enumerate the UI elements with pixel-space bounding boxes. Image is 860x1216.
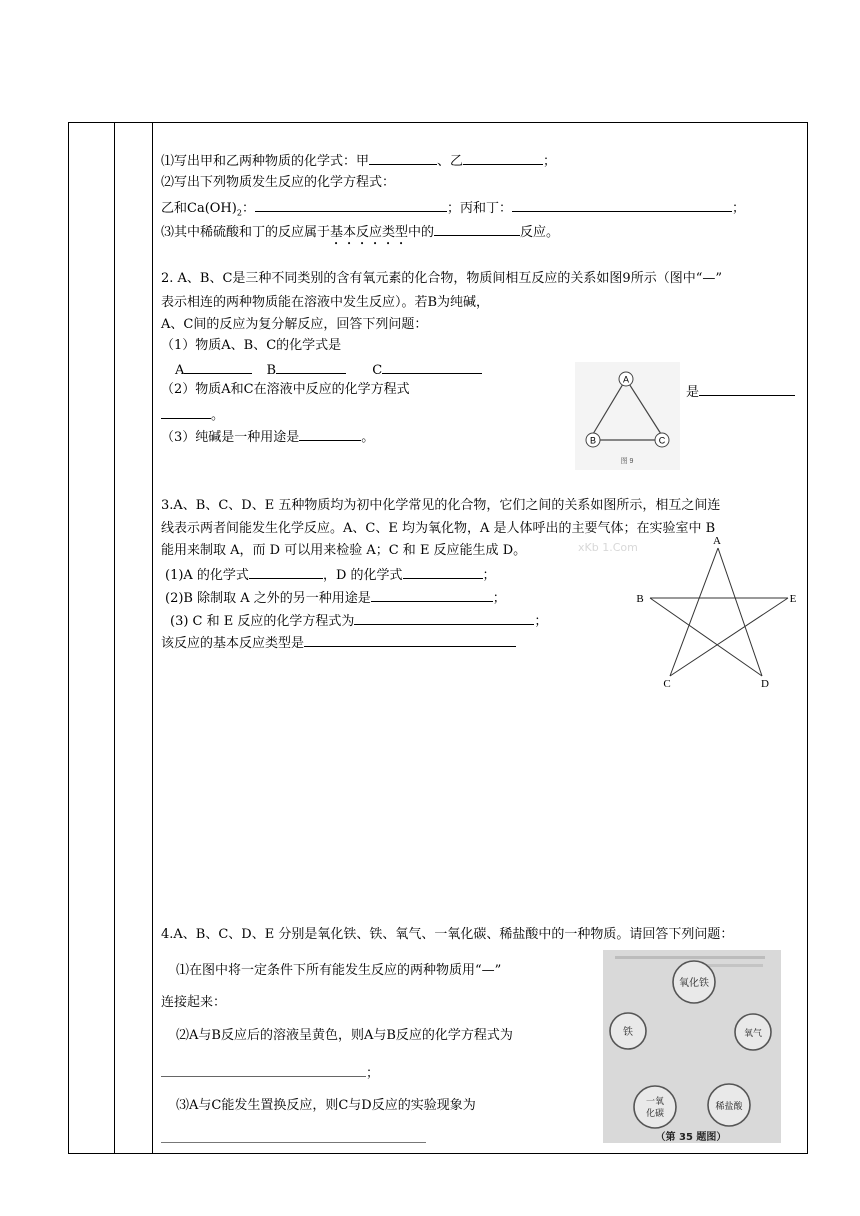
q3-text: ，D 的化学式 <box>322 568 403 583</box>
q3-text: (3) C 和 E 反应的化学方程式为 <box>170 614 355 629</box>
q3-text: (1)A 的化学式 <box>165 568 249 583</box>
figure-35-drawing <box>603 950 781 1143</box>
q1-text: 中的 <box>408 225 435 240</box>
q1-text: ⑶其中稀硫酸和丁的反应属于 <box>161 225 331 240</box>
column-divider <box>114 122 115 1154</box>
q4-sub-3-cont <box>161 1128 426 1149</box>
substance-label: 氧气 <box>743 1029 763 1039</box>
answer-blank[interactable] <box>434 221 520 236</box>
q3-text: (2)B 除制取 A 之外的另一种用途是 <box>165 591 371 606</box>
substance-label: 化碳 <box>645 1109 665 1119</box>
substance-label: 氧化铁 <box>679 978 709 989</box>
q3-paragraph: 线表示两者间能发生化学反应。A、C、E 均为氧化物，A 是人体呼出的主要气体；在实验室中 B <box>161 521 716 536</box>
q2-sub-3 <box>161 426 374 447</box>
figure-caption: 图 9 <box>620 458 634 465</box>
q1-line-3 <box>161 197 745 223</box>
q4-sub-3: ⑶A与C能发生置换反应，则C与D反应的实验现象为 <box>176 1098 476 1113</box>
q1-text: 反应。 <box>520 225 560 240</box>
q3-text: ； <box>482 568 496 583</box>
q2-text: （3）纯碱是一种用途是 <box>161 430 300 445</box>
q1-text: ； <box>543 154 557 169</box>
substance-circle <box>634 1086 676 1128</box>
q3-paragraph: 3.A、B、C、D、E 五种物质均为初中化学常见的化合物，它们之间的关系如图所示，相互之间连 <box>161 498 721 513</box>
q3-text: 该反应的基本反应类型是 <box>161 636 305 651</box>
answer-blank[interactable] <box>512 197 732 212</box>
node-label: C <box>658 435 666 446</box>
q4-sub-2-cont <box>161 1062 379 1083</box>
q3-sub-2 <box>165 587 506 608</box>
reaction-line <box>670 548 718 676</box>
q4-text: ； <box>366 1066 380 1081</box>
answer-blank[interactable] <box>255 197 447 212</box>
node-label: C <box>663 678 671 690</box>
answer-blank[interactable] <box>369 150 437 165</box>
emphasized-text: 基本反应类型 <box>330 225 409 240</box>
q1-text: ； <box>731 201 745 216</box>
q2-text: 是 <box>686 385 700 400</box>
scan-artifact <box>615 956 765 959</box>
q3-sub-1 <box>165 564 496 585</box>
figure-9-triangle <box>575 362 680 470</box>
substance-label: 稀盐酸 <box>715 1102 743 1112</box>
q2-formula-row <box>175 359 482 380</box>
answer-blank[interactable] <box>299 426 361 441</box>
answer-blank[interactable] <box>276 359 346 374</box>
q2-paragraph: 2. A、B、C是三种不同类别的含有氧元素的化合物，物质间相互反应的关系如图9所示（图中“—” <box>161 271 722 286</box>
q3-sub-3 <box>170 610 547 631</box>
answer-blank[interactable] <box>304 632 516 647</box>
q3-text: ； <box>492 591 506 606</box>
q1-line-2: ⑵写出下列物质发生反应的化学方程式： <box>161 175 396 190</box>
q4-sub-1-cont: 连接起来： <box>161 995 227 1010</box>
q3-text: ； <box>534 614 548 629</box>
node-label: E <box>789 593 797 605</box>
answer-blank[interactable] <box>382 359 482 374</box>
q2-label: B <box>266 363 277 378</box>
node-label: A <box>622 374 630 385</box>
q1-text: 、乙 <box>437 154 464 169</box>
answer-blank[interactable] <box>371 587 493 602</box>
answer-blank[interactable] <box>463 150 543 165</box>
q3-paragraph: 能用来制取 A，而 D 可以用来检验 A；C 和 E 反应能生成 D。 <box>161 543 527 558</box>
answer-blank[interactable] <box>249 564 323 579</box>
answer-blank[interactable] <box>161 404 211 419</box>
node-label: B <box>589 435 597 446</box>
q2-sub-2-cont <box>161 404 224 425</box>
reaction-line <box>718 548 762 676</box>
q2-text: 。 <box>211 408 225 423</box>
node-label: D <box>761 678 769 690</box>
q4-sub-2: ⑵A与B反应后的溶液呈黄色，则A与B反应的化学方程式为 <box>176 1028 513 1043</box>
star-diagram <box>628 532 804 692</box>
node-label: B <box>636 593 644 605</box>
scan-artifact <box>703 964 763 967</box>
watermark: xKb 1.Com <box>578 541 638 554</box>
q1-text: ⑴写出甲和乙两种物质的化学式：甲 <box>161 154 370 169</box>
q1-text: 乙和Ca(OH) <box>161 201 237 216</box>
q1-line-4 <box>161 221 559 248</box>
q2-sub-2: （2）物质A和C在溶液中反应的化学方程式 <box>161 382 410 397</box>
q2-paragraph: 表示相连的两种物质能在溶液中发生反应）。若B为纯碱， <box>161 295 490 310</box>
answer-blank[interactable] <box>184 359 252 374</box>
substance-label: 铁 <box>623 1027 633 1038</box>
answer-blank[interactable] <box>403 564 483 579</box>
figure-35-photo <box>603 950 781 1143</box>
q2-label: C <box>372 363 383 378</box>
answer-blank[interactable] <box>354 610 534 625</box>
q2-text: 。 <box>361 430 375 445</box>
q4-sub-1: ⑴在图中将一定条件下所有能发生反应的两种物质用“—” <box>176 963 502 978</box>
subscript: 2 <box>236 208 242 218</box>
q2-label: A <box>175 363 185 378</box>
q3-sub-4 <box>161 632 516 653</box>
substance-label: 一氧 <box>645 1097 665 1107</box>
node-label: A <box>713 535 721 547</box>
q1-line-1 <box>161 150 556 171</box>
figure-caption: （第 35 题图） <box>655 1132 727 1143</box>
column-divider <box>152 122 153 1154</box>
q1-text: ；丙和丁： <box>446 201 512 216</box>
answer-blank[interactable] <box>161 1062 366 1077</box>
q2-paragraph: A、C间的反应为复分解反应，回答下列问题： <box>161 317 428 332</box>
reaction-line <box>650 598 762 676</box>
reaction-line <box>670 598 788 676</box>
q4-paragraph: 4.A、B、C、D、E 分别是氧化铁、铁、氧气、一氧化碳、稀盐酸中的一种物质。请回答下列问题： <box>161 927 734 942</box>
q2-sub-1: （1）物质A、B、C的化学式是 <box>161 338 342 353</box>
answer-blank[interactable] <box>161 1128 426 1143</box>
q1-text: ： <box>241 201 255 216</box>
q2-sub-2-tail <box>686 381 795 402</box>
answer-blank[interactable] <box>699 381 795 396</box>
